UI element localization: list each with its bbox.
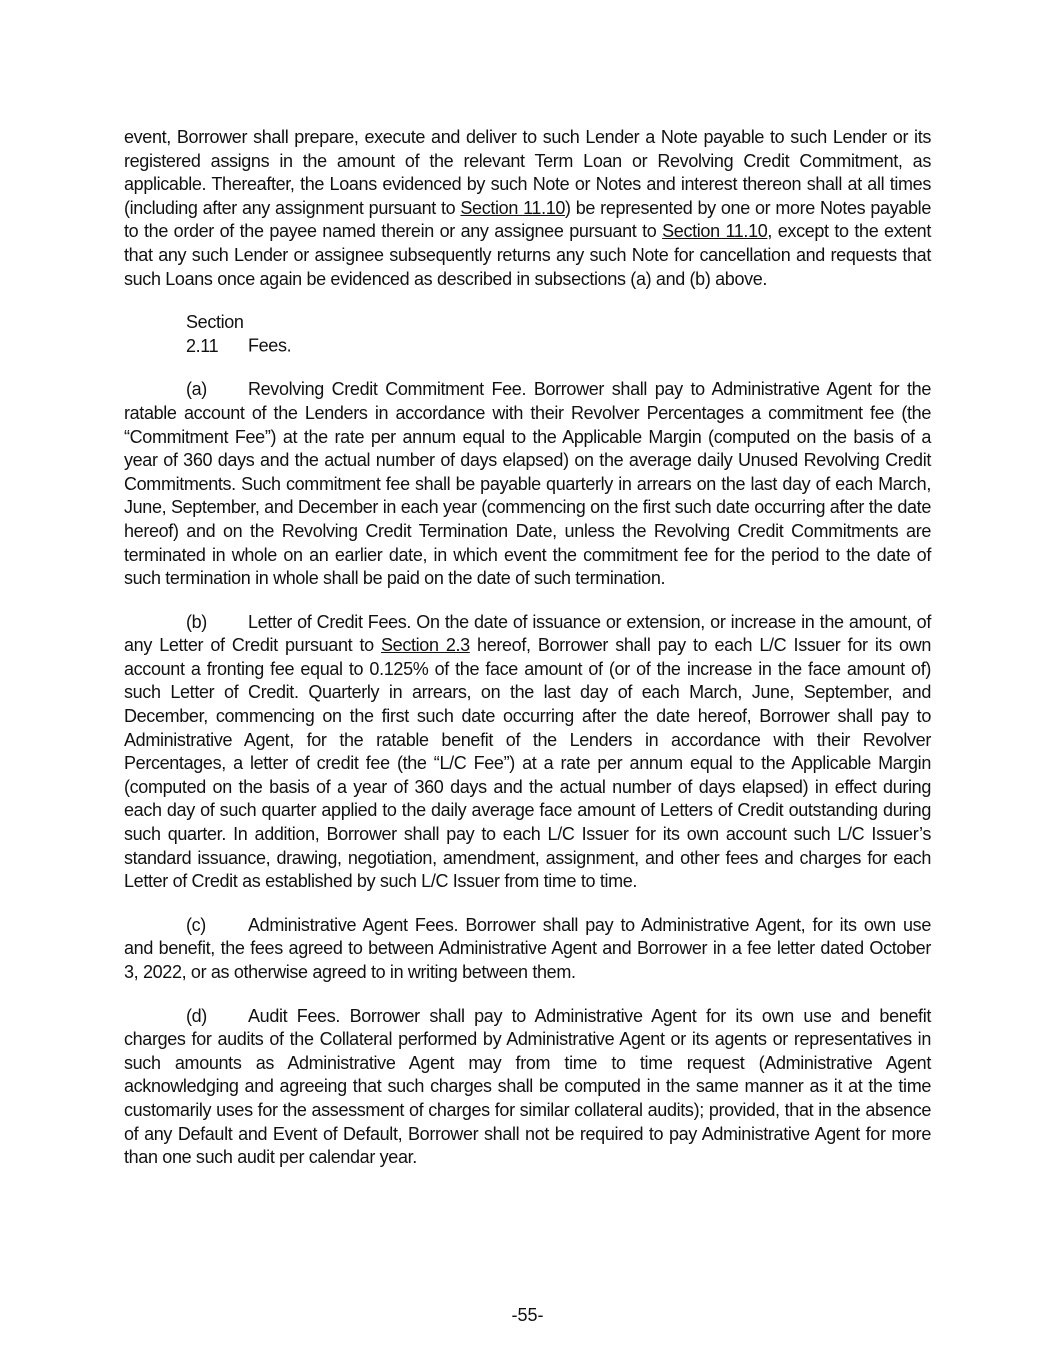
subsection-b-text-2: hereof, Borrower shall pay to each L/C Issuer for its own account a fronting fee equal to 0.125% of the face amount of (or of the increase in the face amount of) such Letter of Credit. Quarterly in arrears, on the last day of each March, June, September, and December, commencing on the first such date occurring after the date hereof, Borrower shall pay to Administrative Agent, for the ratable benefit of the Lenders in accordance with their Revolver Percentages, a letter of credit fee (the “L/C Fee”) at a rate per annum equal to the Applicable Margin (computed on the basis of a year of 360 days and the actual number of days elapsed) in effect during each day of such quarter applied to the daily average face amount of Letters of Credit outstanding during such quarter. In addition, Borrower shall pay to each L/C Issuer for its own account such L/C Issuer’s standard issuance, drawing, negotiation, amendment, assignment, and other fees and charges for each Letter of Credit as established by such L/C Issuer from time to time. bbox=[124, 635, 931, 892]
subsection-a-heading: Revolving Credit Commitment Fee. bbox=[248, 379, 527, 400]
section-11-10-reference-1: Section 11.10 bbox=[460, 197, 566, 218]
document-page bbox=[124, 126, 931, 1190]
subsection-b bbox=[124, 611, 931, 894]
intro-paragraph bbox=[124, 126, 931, 291]
subsection-c-body: Borrower shall pay to Administrative Agent, for its own use and benefit, the fees agreed to between Administrative Agent and Borrower in a fee letter dated October 3, 2022, or as otherwise agreed to in writing between them. bbox=[124, 914, 931, 982]
subsection-d-heading: Audit Fees. bbox=[248, 1005, 341, 1026]
intro-text-3: , except to the extent that any such Lender or assignee subsequently returns any such Note for cancellation and requests that such Loans once again be evidenced as described in subsections (a) and (b) above. bbox=[124, 221, 931, 289]
subsection-a bbox=[124, 378, 931, 590]
subsection-d-body: Borrower shall pay to Administrative Agent for its own use and benefit charges for audits of the Collateral performed by Administrative Agent or its agents or representatives in such amounts as Administrative Agent may from time to time request (Administrative Agent acknowledging and agreeing that such charges shall be computed in the same manner as it at the time customarily uses for the assessment of charges for similar collateral audits); provided, that in the absence of any Default and Event of Default, Borrower shall not be required to pay Administrative Agent for more than one such audit per calendar year. bbox=[124, 1005, 931, 1168]
subsection-d-label: (d) bbox=[186, 1005, 207, 1026]
section-11-10-reference-2: Section 11.10 bbox=[662, 221, 768, 242]
subsection-b-text-1: On the date of issuance or extension, or increase in the amount, of any Letter of Credit pursuant to bbox=[124, 611, 931, 656]
section-title: Fees. bbox=[248, 335, 292, 356]
subsection-a-body: Borrower shall pay to Administrative Agent for the ratable account of the Lenders in accordance with their Revolver Percentages a commitment fee (the “Commitment Fee”) at the rate per annum equal to the Applicable Margin (computed on the basis of a year of 360 days and the actual number of days elapsed) on the average daily Unused Revolving Credit Commitments. Such commitment fee shall be payable quarterly in arrears on the last day of each March, June, September, and December in each year (commencing on the first such date occurring after the date hereof) and on the Revolving Credit Termination Date, unless the Revolving Credit Commitments are terminated in whole on an earlier date, in which event the commitment fee for the period to the date of such termination in whole shall be paid on the date of such termination. bbox=[124, 379, 932, 589]
subsection-d bbox=[124, 1005, 931, 1170]
subsection-c-heading: Administrative Agent Fees. bbox=[248, 914, 459, 935]
page-number: -55- bbox=[511, 1305, 544, 1325]
subsection-c bbox=[124, 914, 931, 985]
subsection-a-label: (a) bbox=[186, 379, 207, 400]
intro-text-2: ) be represented by one or more Notes payable to the order of the payee named therein or any assignee pursuant to bbox=[124, 197, 931, 242]
section-number: Section 2.11 bbox=[186, 312, 244, 356]
subsection-b-label: (b) bbox=[186, 611, 207, 632]
section-2-3-reference: Section 2.3 bbox=[381, 635, 470, 656]
subsection-c-label: (c) bbox=[186, 914, 206, 935]
intro-text-1: event, Borrower shall prepare, execute and deliver to such Lender a Note payable to such Lender or its registered assigns in the amount of the relevant Term Loan or Revolving Credit Commitment, as applicable. Thereafter, the Loans evidenced by such Note or Notes and interest thereon shall at all times (including after any assignment pursuant to bbox=[124, 127, 931, 218]
section-heading bbox=[186, 311, 931, 358]
subsection-b-heading: Letter of Credit Fees. bbox=[248, 611, 412, 632]
